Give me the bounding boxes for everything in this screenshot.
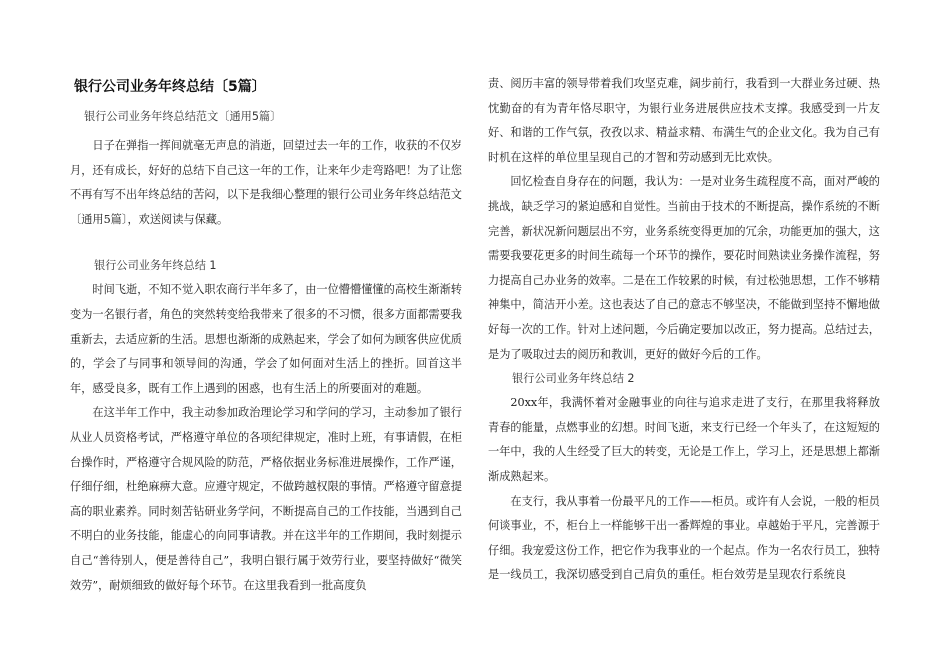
left-column <box>70 72 462 598</box>
right-column <box>488 72 880 588</box>
section-2-heading: 银行公司业务年终总结 2 <box>512 372 635 386</box>
section-1-heading: 银行公司业务年终总结 1 <box>94 259 217 273</box>
section-2-paragraph-2: 在支行，我从事着一份最平凡的工作——柜员。或许有人会说，一般的柜员何谈事业，不，柜台上一样能够干出一番辉煌的事业。卓越始于平凡，完善源于仔细。我宠爱这份工作，把它作为我事业的一个起点。作为一名农行员工，独特是一线员工，我深切感受到自己肩负的重任。柜台效劳是呈现农行系统良 <box>488 494 880 582</box>
section-1-paragraph-3: 回忆检查自身存在的问题，我认为：一是对业务生疏程度不高，面对严峻的挑战，缺乏学习的紧迫感和自觉性。当前由于技术的不断提高，操作系统的不断完善，新状况新问题层出不穷，业务系统变得更加的冗余，功能更加的强大，这需要我要花更多的时间生疏每一个环节的操作，要花时间熟读业务操作流程，努力提高自己办业务的效率。二是在工作较累的时候，有过松弛思想，工作不够精神集中，简洁开小差。这也表达了自己的意志不够坚决，不能做到坚持不懈地做好每一次的工作。针对上述问题，今后确定要加以改正，努力提高。总结过去，是为了吸取过去的阅历和教训，更好的做好今后的工作。 <box>488 175 880 361</box>
section-1-paragraph-1: 时间飞逝，不知不觉入职农商行半年多了，由一位懵懵懂懂的高校生渐渐转变为一名银行者，角色的突然转变给我带来了很多的不习惯，很多方面都需要我重新去，去适应新的生活。思想也渐渐的成熟起来，学会了如何为顾客供应优质的，学会了与同事和领导间的沟通，学会了如何面对生活上的挫折。回首这半年，感受良多，既有工作上遇到的困惑，也有生活上的所要面对的难题。 <box>70 283 462 395</box>
section-1-paragraph-2: 在这半年工作中，我主动参加政治理论学习和学问的学习，主动参加了银行从业人员资格考试，严格遵守单位的各项纪律规定，准时上班，有事请假，在柜台操作时，严格遵守合规风险的防范，严格依据业务标准进展操作，工作严谨，仔细仔细，杜绝麻痹大意。应遵守规定，不做跨越权限的事情。严格遵守留意提高的职业素养。同时刻苦钻研业务学问，不断提高自己的工作技能，当遇到自己不明白的业务技能，能虚心的向同事请教。并在这半年的工作期间，我时刻提示自己“善待别人，便是善待自己”，我明白银行属于效劳行业，要坚持做好“微笑效劳”，耐烦细致的做好每个环节。在这里我看到一批高度负 <box>70 406 462 592</box>
document-title: 银行公司业务年终总结〔5篇〕 <box>74 79 266 95</box>
section-2-paragraph-1: 20xx年，我满怀着对金融事业的向往与追求走进了支行，在那里我将释放青春的能量，点燃事业的幻想。时间飞逝，来支行已经一个年头了，在这短短的一年中，我的人生经受了巨大的转变，无论是工作上，学习上，还是思想上都渐渐成熟起来。 <box>488 396 880 483</box>
section-spacer <box>70 232 462 254</box>
document-subtitle: 银行公司业务年终总结范文〔通用5篇〕 <box>84 110 282 123</box>
intro-paragraph: 日子在弹指一挥间就毫无声息的消逝，回望过去一年的工作，收获的不仅岁月，还有成长，好好的总结下自己这一年的工作，让来年少走弯路吧！为了让您不再有写不出年终总结的苦闷，以下是我细心整理的银行公司业务年终总结范文〔通用5篇〕，欢送阅读与保藏。 <box>70 139 462 226</box>
section-1-paragraph-2-continued: 责、阅历丰富的领导带着我们攻坚克难，阔步前行，我看到一大群业务过硬、热忱勤奋的有为青年恪尽职守，为银行业务进展供应技术支撑。我感受到一片友好、和谐的工作气氛，孜孜以求、精益求精、布满生气的企业文化。我为自己有时机在这样的单位里呈现自己的才智和劳动感到无比欢快。 <box>488 77 880 164</box>
